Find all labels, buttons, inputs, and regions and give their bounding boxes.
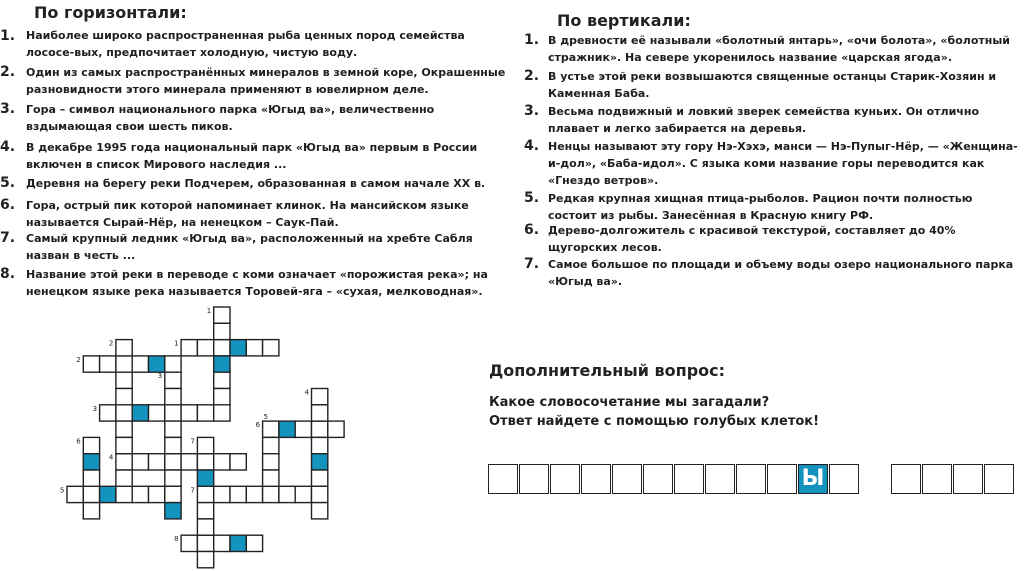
answer-cell-filled[interactable]: Ы	[798, 464, 828, 494]
clue-number: 5.	[524, 190, 540, 206]
answer-cell[interactable]	[581, 464, 611, 494]
crossword-cell[interactable]	[197, 486, 213, 502]
clue-number: 2.	[524, 68, 540, 84]
answer-cell[interactable]	[736, 464, 766, 494]
crossword-number: 5	[60, 486, 65, 495]
bonus-question: Какое словосочетание мы загадали?	[489, 395, 770, 410]
crossword-cell[interactable]	[263, 486, 279, 502]
crossword-cell[interactable]	[149, 486, 165, 502]
crossword-cell[interactable]	[116, 421, 132, 437]
crossword-cell-highlighted[interactable]	[312, 454, 328, 470]
clue-text: Наиболее широко распространенная рыба ценных пород семейства лососе-вых, предпочитает холодную, чистую воду.	[26, 29, 465, 59]
clue-number: 4.	[524, 138, 540, 154]
clue-number: 7.	[524, 256, 540, 272]
crossword-cell[interactable]	[165, 454, 181, 470]
crossword-number: 2	[108, 339, 114, 348]
crossword-cell[interactable]	[263, 421, 279, 437]
clue-text: Самое большое по площади и объему воды озеро национального парка «Югыд ва».	[548, 258, 1014, 288]
crossword-cell[interactable]	[214, 340, 230, 356]
crossword-cell-highlighted[interactable]	[165, 503, 181, 519]
crossword-cell[interactable]	[312, 503, 328, 519]
clue-text: Редкая крупная хищная птица-рыболов. Рацион почти полностью состоит из рыбы. Занесённая в Красную книгу РФ.	[548, 192, 973, 222]
crossword-cell[interactable]	[214, 405, 230, 421]
crossword-cell[interactable]	[197, 405, 213, 421]
clue-number: 2.	[0, 64, 16, 80]
crossword-cell[interactable]	[230, 486, 246, 502]
crossword-cell[interactable]	[263, 470, 279, 486]
crossword-cell-highlighted[interactable]	[230, 340, 246, 356]
crossword-cell[interactable]	[116, 454, 132, 470]
crossword-cell[interactable]	[83, 503, 99, 519]
crossword-cell[interactable]	[295, 421, 311, 437]
crossword-number: 5	[263, 413, 269, 422]
crossword-cell[interactable]	[116, 389, 132, 405]
clue-text: Гора, острый пик которой напоминает клинок. На мансийском языке называется Сырай-Нёр, на ненецком – Саук-Пай.	[26, 199, 469, 229]
clue-number: 3.	[524, 103, 540, 119]
answer-cell[interactable]	[612, 464, 642, 494]
clue-text: Деревня на берегу реки Подчерем, образованная в самом начале XX в.	[26, 177, 486, 190]
clue-number: 8.	[0, 266, 16, 282]
answer-cell[interactable]	[953, 464, 983, 494]
crossword-cell[interactable]	[181, 340, 197, 356]
crossword-number: 8	[174, 535, 179, 544]
clue-text: Дерево-долгожитель с красивой текстурой, составляет до 40% щугорских лесов.	[548, 224, 956, 254]
crossword-cell[interactable]	[279, 486, 295, 502]
crossword-cell[interactable]	[214, 389, 230, 405]
crossword-cell[interactable]	[263, 340, 279, 356]
clue-number: 5.	[0, 175, 16, 191]
crossword-number: 3	[92, 404, 98, 413]
crossword-cell[interactable]	[181, 454, 197, 470]
answer-cell[interactable]	[891, 464, 921, 494]
crossword-cell[interactable]	[100, 405, 116, 421]
crossword-cell[interactable]	[197, 519, 213, 535]
crossword-cell[interactable]	[116, 470, 132, 486]
crossword-cell[interactable]	[83, 486, 99, 502]
crossword-cell-highlighted[interactable]	[100, 486, 116, 502]
crossword-cell[interactable]	[312, 405, 328, 421]
crossword-cell-highlighted[interactable]	[83, 454, 99, 470]
crossword-cell[interactable]	[165, 421, 181, 437]
crossword-number: 1	[206, 307, 212, 315]
answer-cell[interactable]	[550, 464, 580, 494]
clue-number: 4.	[0, 139, 16, 155]
answer-cell[interactable]	[705, 464, 735, 494]
crossword-cell[interactable]	[246, 535, 262, 551]
crossword-number: 7	[190, 437, 195, 446]
bonus-instruction: Ответ найдете с помощью голубых клеток!	[489, 414, 820, 429]
crossword-cell[interactable]	[100, 356, 116, 372]
crossword-cell[interactable]	[328, 421, 344, 437]
clue-text: Весьма подвижный и ловкий зверек семейства куньих. Он отлично плавает и легко забирается на деревья.	[548, 105, 980, 135]
crossword-cell[interactable]	[181, 535, 197, 551]
crossword-cell[interactable]	[312, 470, 328, 486]
crossword-cell[interactable]	[312, 437, 328, 453]
crossword-cell[interactable]	[83, 356, 99, 372]
crossword-cell[interactable]	[246, 486, 262, 502]
crossword-number: 6	[255, 421, 261, 430]
clue-number: 1.	[524, 32, 540, 48]
crossword-cell[interactable]	[165, 389, 181, 405]
crossword-number: 4	[108, 453, 114, 462]
crossword-cell[interactable]	[132, 356, 148, 372]
answer-cell[interactable]	[922, 464, 952, 494]
crossword-cell-highlighted[interactable]	[149, 356, 165, 372]
clue-number: 7.	[0, 230, 16, 246]
crossword-cell[interactable]	[116, 405, 132, 421]
crossword-cell[interactable]	[197, 437, 213, 453]
crossword-cell[interactable]	[165, 356, 181, 372]
clue-text: В декабре 1995 года национальный парк «Югыд ва» первым в России включен в список Мирового наследия ...	[26, 141, 478, 171]
answer-cell[interactable]	[674, 464, 704, 494]
crossword-cell-highlighted[interactable]	[214, 356, 230, 372]
clue-number: 1.	[0, 28, 16, 44]
crossword-cell[interactable]	[83, 437, 99, 453]
crossword-cell-highlighted[interactable]	[279, 421, 295, 437]
crossword-cell[interactable]	[230, 454, 246, 470]
crossword-cell[interactable]	[165, 405, 181, 421]
crossword-cell[interactable]	[214, 323, 230, 339]
clue-text: Самый крупный ледник «Югыд ва», расположенный на хребте Сабля назван в честь ...	[26, 232, 473, 262]
bonus-title: Дополнительный вопрос:	[489, 361, 726, 380]
crossword-cell[interactable]	[214, 535, 230, 551]
clue-number: 3.	[0, 101, 16, 117]
crossword-cell[interactable]	[132, 486, 148, 502]
crossword-cell[interactable]	[165, 486, 181, 502]
crossword-number: 2	[76, 355, 81, 364]
crossword-cell-highlighted[interactable]	[197, 470, 213, 486]
crossword-number: 4	[304, 388, 309, 397]
answer-cell[interactable]	[643, 464, 673, 494]
crossword-cell[interactable]	[149, 454, 165, 470]
clue-text: Один из самых распространённых минералов в земной коре, Окрашенные разновидности этого минерала применяют в ювелирном деле.	[26, 66, 506, 96]
clue-text: Название этой реки в переводе с коми означает «порожистая река»; на ненецком языке река называется Торовей-яга – «сухая, мелководная».	[26, 268, 488, 298]
crossword-cell[interactable]	[116, 356, 132, 372]
crossword-cell[interactable]	[312, 486, 328, 502]
crossword-cell[interactable]	[263, 454, 279, 470]
answer-cell[interactable]	[488, 464, 518, 494]
crossword-cell[interactable]	[83, 470, 99, 486]
crossword-number: 1	[174, 339, 179, 348]
crossword-cell[interactable]	[263, 437, 279, 453]
clue-text: Ненцы называют эту гору Нэ-Хэхэ, манси — Нэ-Пупыг-Нёр, — «Женщина-и-дол», «Баба-идол». С языка коми название горы переводится как «Гнездо ветров».	[548, 140, 1018, 187]
crossword-number: 7	[190, 486, 195, 495]
crossword-number: 3	[157, 372, 163, 381]
crossword-cell[interactable]	[197, 503, 213, 519]
answer-cell[interactable]	[984, 464, 1014, 494]
answer-cell[interactable]	[767, 464, 797, 494]
crossword-cell[interactable]	[295, 486, 311, 502]
across-title: По горизонтали:	[34, 3, 187, 22]
crossword-cell[interactable]	[67, 486, 83, 502]
crossword-cell[interactable]	[197, 535, 213, 551]
crossword-cell[interactable]	[312, 389, 328, 405]
crossword-cell-highlighted[interactable]	[132, 405, 148, 421]
crossword-cell[interactable]	[165, 470, 181, 486]
crossword-cell[interactable]	[181, 405, 197, 421]
clue-text: В устье этой реки возвышаются священные останцы Старик-Хозяин и Каменная Баба.	[548, 70, 997, 100]
crossword-cell[interactable]	[165, 437, 181, 453]
crossword-cell[interactable]	[214, 486, 230, 502]
crossword-cell[interactable]	[246, 340, 262, 356]
clue-number: 6.	[524, 222, 540, 238]
crossword-cell[interactable]	[165, 372, 181, 388]
crossword-cell[interactable]	[312, 421, 328, 437]
clue-text: Гора – символ национального парка «Югыд ва», величественно вздымающая свои шесть пиков.	[26, 103, 435, 133]
crossword-cell[interactable]	[132, 454, 148, 470]
crossword-cell[interactable]	[197, 552, 213, 568]
crossword-cell[interactable]	[149, 405, 165, 421]
clue-number: 6.	[0, 197, 16, 213]
clue-text: В древности её называли «болотный янтарь», «очи болота», «болотный стражник». На севере укоренилось название «царская ягода».	[548, 34, 1010, 64]
down-title: По вертикали:	[557, 11, 691, 30]
crossword-grid	[0, 0, 360, 571]
crossword-cell[interactable]	[214, 307, 230, 323]
crossword-cell[interactable]	[197, 454, 213, 470]
answer-cell[interactable]	[519, 464, 549, 494]
answer-cell[interactable]	[829, 464, 859, 494]
crossword-cell[interactable]	[116, 437, 132, 453]
crossword-cell[interactable]	[116, 340, 132, 356]
crossword-cell[interactable]	[116, 486, 132, 502]
crossword-cell[interactable]	[214, 454, 230, 470]
crossword-cell[interactable]	[116, 372, 132, 388]
crossword-cell-highlighted[interactable]	[230, 535, 246, 551]
crossword-cell[interactable]	[214, 372, 230, 388]
crossword-cell[interactable]	[197, 340, 213, 356]
crossword-number: 6	[76, 437, 81, 446]
